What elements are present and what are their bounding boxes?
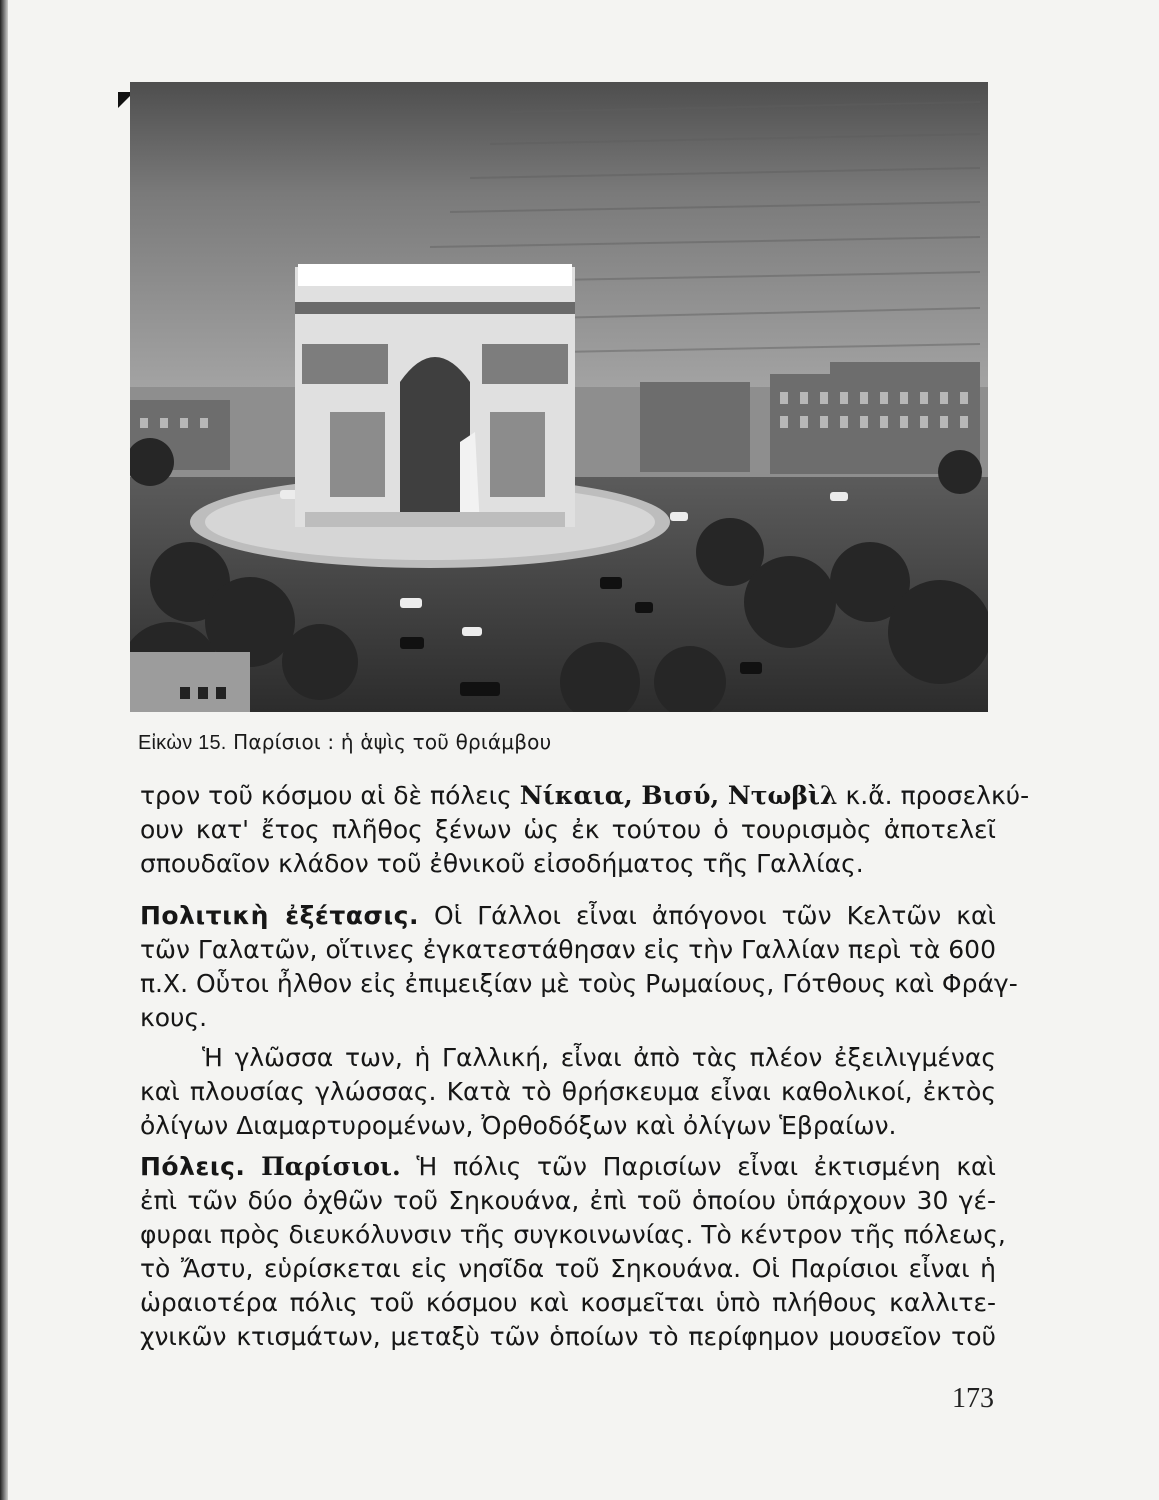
text-segment: Οἱ Γάλλοι εἶναι ἀπόγονοι τῶν Κελτῶν καὶ (434, 901, 996, 930)
arc-de-triomphe-photo (130, 82, 988, 712)
section-heading: Πόλεις. (140, 1152, 246, 1181)
text-line (140, 899, 996, 933)
text-line: τὸ Ἄστυ, εὑρίσκεται εἰς νησῖδα τοῦ Σηκουάνα. Οἱ Παρίσιοι εἶναι ἡ (140, 1254, 996, 1283)
paragraph-political (140, 899, 1018, 1035)
text-line: τῶν Γαλατῶν, οἵτινες ἐγκατεστάθησαν εἰς τὴν Γαλλίαν περὶ τὰ 600 (140, 935, 996, 964)
cities-bold: Νίκαια, Βισύ, Ντωβὶλ (519, 781, 838, 810)
section-heading: Πολιτικὴ ἐξέτασις. (140, 901, 419, 930)
paragraph-cities (140, 1150, 1006, 1354)
text-segment: τρον τοῦ κόσμου αἱ δὲ πόλεις (140, 781, 512, 810)
text-line: ὡραιοτέρα πόλις τοῦ κόσμου καὶ κοσμεῖται ὑπὸ πλήθους καλλιτε- (140, 1288, 996, 1317)
caption-label: Εἰκὼν 15. (138, 732, 227, 754)
text-line: καὶ πλουσίας γλώσσας. Κατὰ τὸ θρήσκευμα εἶναι καθολικοί, ἐκτὸς (140, 1077, 996, 1106)
text-line: π.Χ. Οὗτοι ἦλθον εἰς ἐπιμειξίαν μὲ τοὺς Ρωμαίους, Γότθους καὶ Φράγ- (140, 969, 1018, 998)
text-line: ουν κατ' ἔτος πλῆθος ξένων ὡς ἐκ τούτου ὁ τουρισμὸς ἀποτελεῖ (140, 815, 996, 844)
text-line (140, 779, 1030, 813)
page-number: 173 (952, 1383, 994, 1414)
paragraph-language (140, 1041, 996, 1143)
text-segment: κ.ἄ. προσελκύ- (845, 781, 1030, 810)
text-line: Ἡ γλῶσσα των, ἡ Γαλλική, εἶναι ἀπὸ τὰς πλέον ἐξειλιγμένας (202, 1043, 996, 1072)
text-segment: Ἡ πόλις τῶν Παρισίων εἶναι ἐκτισμένη καὶ (416, 1152, 996, 1181)
paragraph-tourism (140, 779, 1030, 881)
text-line: ὀλίγων Διαμαρτυρομένων, Ὀρθοδόξων καὶ ὀλίγων Ἑβραίων. (140, 1111, 897, 1140)
photo-drawing (130, 82, 988, 712)
text-line (140, 1150, 996, 1184)
page-binding-edge (0, 0, 8, 1500)
text-line: φυραι πρὸς διευκόλυνσιν τῆς συγκοινωνίας. Τὸ κέντρον τῆς πόλεως, (140, 1220, 1006, 1249)
figure-caption (138, 730, 551, 755)
text-line: χνικῶν κτισμάτων, μεταξὺ τῶν ὁποίων τὸ περίφημον μουσεῖον τοῦ (140, 1322, 996, 1351)
text-line: ἐπὶ τῶν δύο ὀχθῶν τοῦ Σηκουάνα, ἐπὶ τοῦ ὁποίου ὑπάρχουν 30 γέ- (140, 1186, 996, 1215)
subheading-paris: Παρίσιοι. (261, 1152, 401, 1181)
caption-text: Παρίσιοι : ἡ ἁψὶς τοῦ θριάμβου (233, 730, 552, 754)
text-line: σπουδαῖον κλάδον τοῦ ἐθνικοῦ εἰσοδήματος τῆς Γαλλίας. (140, 849, 864, 878)
text-line: κους. (140, 1003, 208, 1032)
